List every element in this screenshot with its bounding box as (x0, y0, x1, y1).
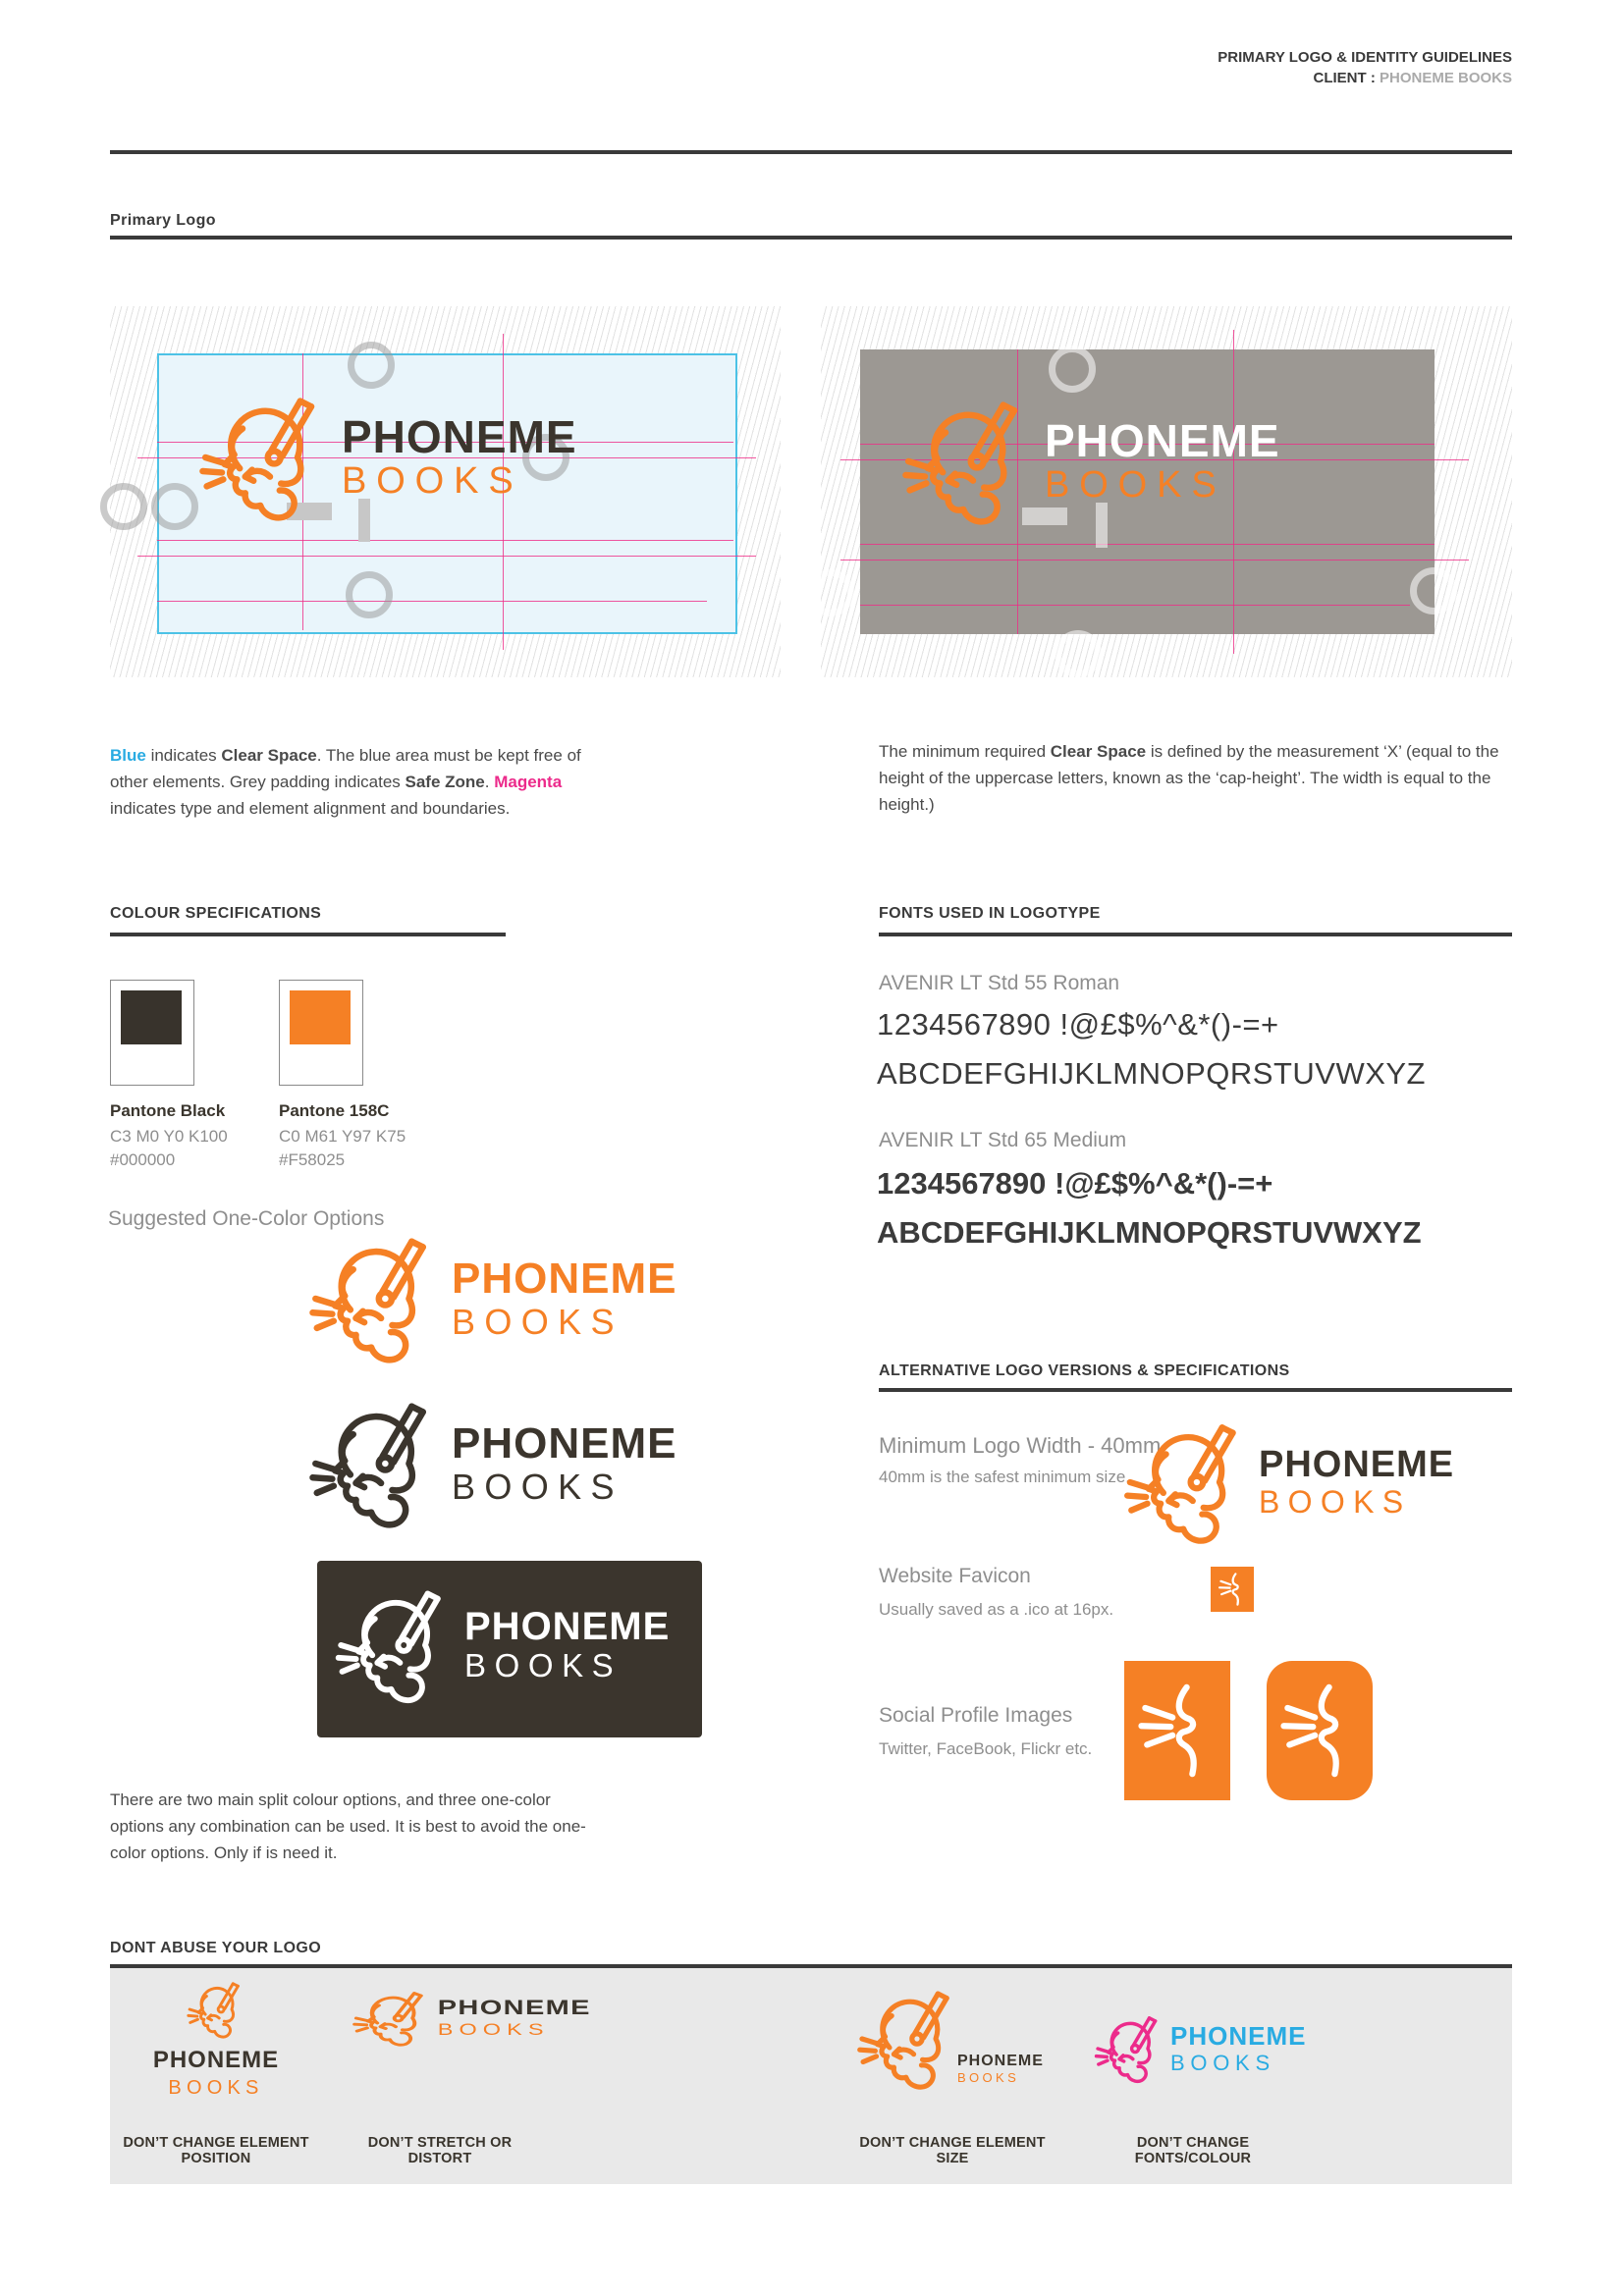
guide-line (157, 601, 707, 602)
x-measure-circle (100, 483, 147, 530)
font-specimen-numerals: 1234567890 !@£$%^&*()-=+ (877, 1166, 1273, 1201)
dont-abuse-example-colour (1090, 1978, 1307, 2166)
logo-word-bottom: BOOKS (342, 459, 523, 502)
font-specimen-alphabet: ABCDEFGHIJKLMNOPQRSTUVWXYZ (877, 1056, 1426, 1091)
mouth-icon (1130, 1669, 1224, 1792)
guide-line (860, 544, 1435, 545)
logo-word-bottom: BOOKS (437, 2019, 550, 2039)
safe-zone-keyword: Safe Zone (405, 773, 485, 791)
colour-specs-heading: COLOUR SPECIFICATIONS (110, 905, 322, 922)
one-color-logo-orange (304, 1229, 677, 1368)
caption-text: indicates type and element alignment and boundaries. (110, 799, 511, 818)
phoneme-head-icon (194, 389, 332, 526)
phoneme-head-icon (304, 1229, 444, 1368)
caption-text: . The blue area must be kept free of other elements. Grey padding indicates (110, 746, 581, 791)
phoneme-logo-stretched (350, 1988, 591, 2049)
phoneme-head-icon (853, 1984, 963, 2094)
logo-word-top: PHONEME (152, 2047, 280, 2073)
swatch-card-black (110, 980, 194, 1086)
mouth-icon (1216, 1570, 1249, 1609)
phoneme-logo (194, 389, 577, 526)
logo-word-top: PHONEME (1170, 2021, 1307, 2052)
font-specimen-numerals: 1234567890 !@£$%^&*()-=+ (877, 1007, 1279, 1041)
header-rule (110, 150, 1512, 154)
caption-text: indicates (145, 746, 222, 765)
phoneme-head-icon (1119, 1415, 1253, 1549)
logo-word-bottom: BOOKS (1170, 2050, 1275, 2075)
logo-word-bottom: BOOKS (1259, 1483, 1412, 1520)
min-width-note: 40mm is the safest minimum size. (879, 1468, 1131, 1486)
x-measure-circle (346, 571, 393, 618)
x-measure-circle (1049, 346, 1096, 393)
blue-keyword: Blue (110, 746, 146, 765)
guide-line (840, 560, 1469, 561)
primary-logo-rule (110, 236, 1512, 240)
logo-word-top: PHONEME (464, 1605, 671, 1649)
dont-abuse-caption: DON’T CHANGE FONTS/COLOUR (1134, 2135, 1252, 2166)
x-measure-circle (1055, 630, 1102, 677)
magenta-keyword: Magenta (494, 773, 563, 791)
swatch-name: Pantone 158C (279, 1101, 390, 1120)
swatch-hex: #000000 (110, 1150, 176, 1169)
caption-text: is defined by the measurement ‘X’ (equal to the height of the uppercase letters, known as the ‘cap-height’. The width is equal to the height.) (879, 742, 1499, 814)
social-profile-image-square (1124, 1661, 1230, 1800)
one-color-logo-reversed-box (317, 1561, 702, 1737)
caption-text: . (484, 773, 495, 791)
logo-word-top: PHONEME (437, 1997, 591, 2020)
x-measure-circle (1410, 567, 1457, 614)
logo-word-top: PHONEME (342, 410, 577, 462)
swatch-name: Pantone Black (110, 1101, 226, 1120)
min-width-title: Minimum Logo Width - 40mm (879, 1433, 1162, 1458)
social-title: Social Profile Images (879, 1704, 1073, 1727)
dont-abuse-band (110, 1968, 1512, 2184)
logo-word-bottom: BOOKS (452, 1301, 623, 1342)
swatch-hex: #F58025 (279, 1150, 346, 1169)
phoneme-head-icon (897, 393, 1035, 530)
clearspace-diagram-left (110, 306, 781, 677)
document-header (1218, 47, 1512, 88)
phoneme-head-icon (350, 1988, 434, 2049)
dont-abuse-caption: DON’T CHANGE ELEMENT POSITION (123, 2135, 309, 2166)
guide-line (157, 540, 733, 541)
swatch-chip-black (121, 990, 182, 1044)
caption-text: The minimum required (879, 742, 1051, 761)
primary-logo-heading: Primary Logo (110, 212, 216, 229)
clearspace-caption-right (879, 738, 1517, 818)
logo-word-bottom: BOOKS (452, 1466, 623, 1507)
swatch-card-orange (279, 980, 363, 1086)
logo-word-top: PHONEME (452, 1254, 677, 1303)
phoneme-logo-bad-colour (1092, 2011, 1306, 2086)
favicon-note: Usually saved as a .ico at 16px. (879, 1600, 1114, 1619)
x-measure-circle (151, 483, 198, 530)
client-name: PHONEME BOOKS (1379, 70, 1512, 86)
x-measure-circle (348, 342, 395, 389)
font-specimen-name: AVENIR LT Std 55 Roman (879, 972, 1120, 994)
dont-abuse-caption: DON’T CHANGE ELEMENT SIZE (859, 2135, 1046, 2166)
logo-word-top: PHONEME (452, 1418, 677, 1468)
social-profile-image-rounded (1267, 1661, 1373, 1800)
guide-line (137, 556, 756, 557)
colour-specs-rule (110, 933, 506, 936)
logo-word-bottom: BOOKS (464, 1647, 623, 1684)
logo-word-top: PHONEME (1045, 414, 1280, 466)
logo-word-top: PHONEME (1259, 1443, 1455, 1485)
client-label: CLIENT : (1313, 70, 1376, 86)
font-specimen-name: AVENIR LT Std 65 Medium (879, 1129, 1127, 1151)
one-color-logo-dark (304, 1394, 677, 1533)
clear-space-keyword: Clear Space (221, 746, 317, 765)
header-client-line (1218, 68, 1512, 88)
favicon-title: Website Favicon (879, 1565, 1031, 1587)
favicon-preview (1211, 1567, 1254, 1612)
mouth-icon (1272, 1669, 1367, 1792)
alternative-heading: ALTERNATIVE LOGO VERSIONS & SPECIFICATIONS (879, 1362, 1290, 1379)
phoneme-logo (897, 393, 1280, 530)
logo-word-bottom: BOOKS (168, 2077, 264, 2099)
phoneme-head-icon (1092, 2011, 1166, 2086)
guide-line (860, 605, 1410, 606)
font-specimen-alphabet: ABCDEFGHIJKLMNOPQRSTUVWXYZ (877, 1215, 1422, 1250)
alternative-rule (879, 1388, 1512, 1392)
swatch-cmyk: C0 M61 Y97 K75 (279, 1127, 406, 1146)
dont-abuse-example-size (849, 1978, 1056, 2166)
clearspace-diagram-right (821, 306, 1512, 677)
one-color-heading: Suggested One-Color Options (108, 1207, 385, 1230)
dont-abuse-caption: DON’T STRETCH OR DISTORT (367, 2135, 513, 2166)
fonts-heading: FONTS USED IN LOGOTYPE (879, 905, 1101, 922)
one-color-logo-reversed (331, 1582, 670, 1708)
phoneme-head-icon (185, 1978, 247, 2041)
minimum-size-logo (1119, 1415, 1454, 1549)
clear-space-keyword: Clear Space (1050, 742, 1147, 761)
logo-word-top: PHONEME (957, 2053, 1044, 2070)
logo-word-bottom: BOOKS (1045, 463, 1226, 506)
clearspace-caption-left (110, 742, 581, 822)
one-color-note: There are two main split colour options, and three one-color options any combination can be used. It is best to avoid the one-color options. Only if is need it. (110, 1790, 586, 1862)
dont-abuse-example-position (118, 1978, 314, 2166)
swatch-cmyk: C3 M0 Y0 K100 (110, 1127, 228, 1146)
phoneme-head-icon (304, 1394, 444, 1533)
header-title: PRIMARY LOGO & IDENTITY GUIDELINES (1218, 49, 1512, 66)
fonts-rule (879, 933, 1512, 936)
dont-abuse-example-stretch (342, 1978, 591, 2166)
phoneme-logo-bad-scale (853, 1984, 1044, 2094)
dont-abuse-heading: DONT ABUSE YOUR LOGO (110, 1940, 322, 1956)
phoneme-head-icon (331, 1582, 457, 1708)
logo-word-bottom: BOOKS (957, 2070, 1020, 2086)
social-note: Twitter, FaceBook, Flickr etc. (879, 1739, 1093, 1758)
x-measure-circle (807, 569, 854, 616)
swatch-chip-orange (290, 990, 351, 1044)
